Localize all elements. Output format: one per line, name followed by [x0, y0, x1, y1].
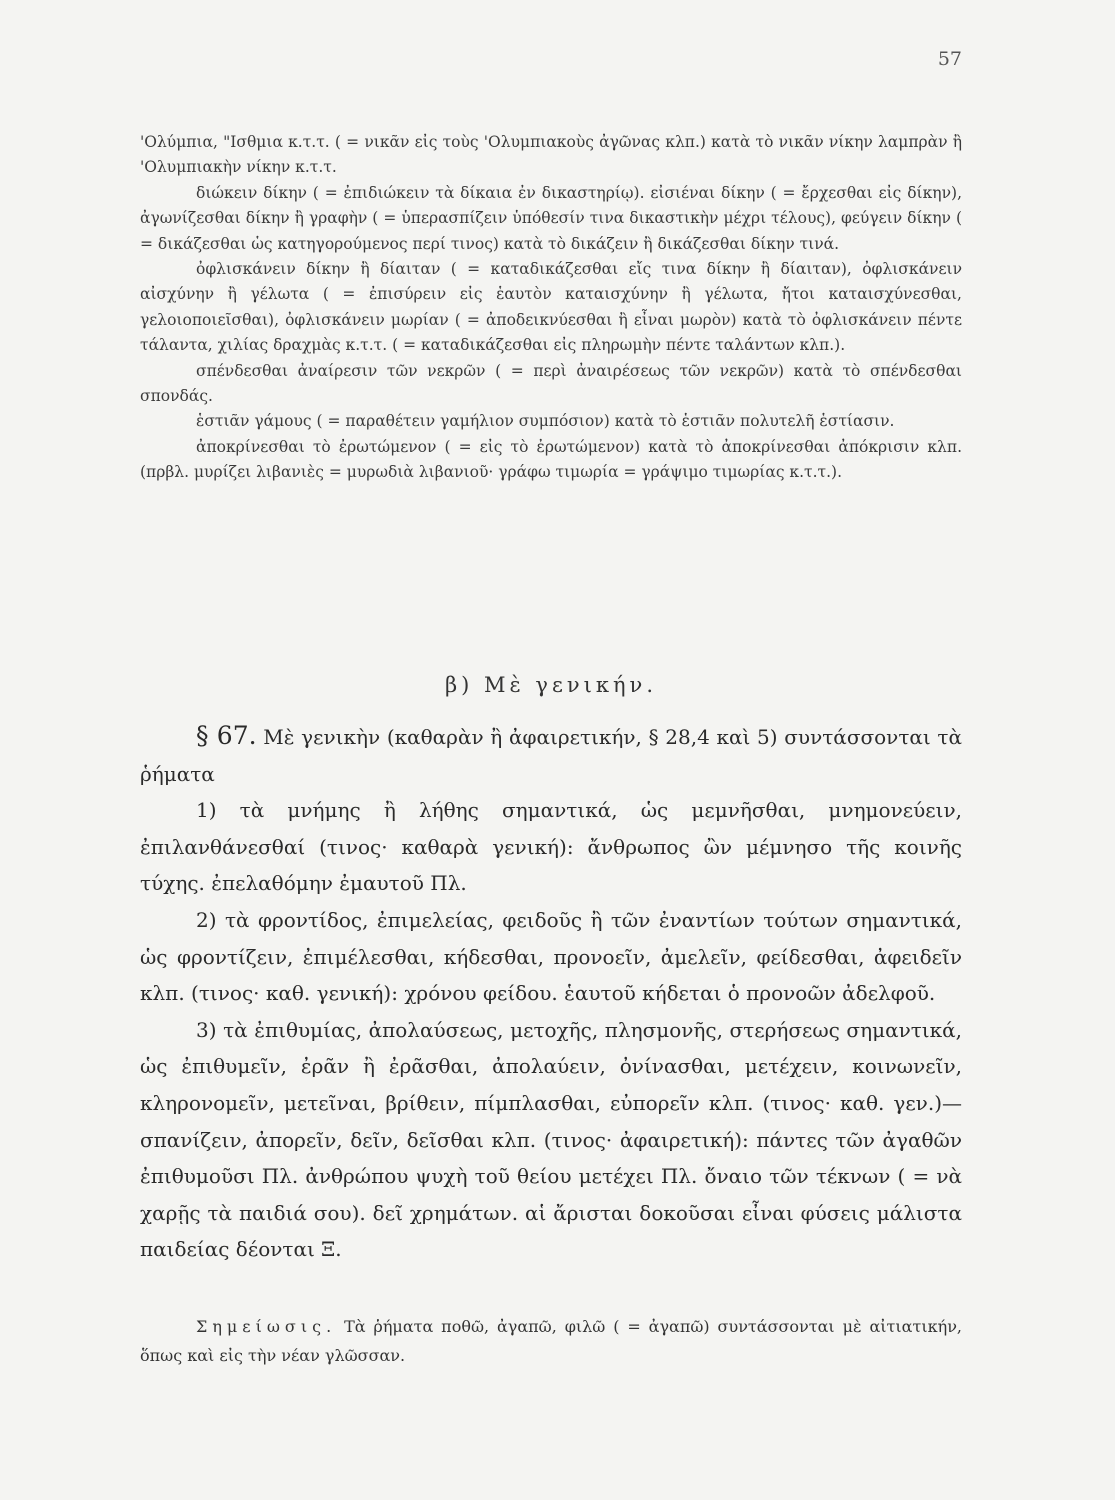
paragraph: 'Ολύμπια, "Ισθμια κ.τ.τ. ( = νικᾶν εἰς τοὺς 'Ολυμπιακοὺς ἀγῶνας κλπ.) κατὰ τὸ νικᾶν νίκην λαμπρὰν ἢ 'Ολυμπιακὴν νίκην κ.τ.τ. [140, 133, 962, 177]
paragraph: ὀφλισκάνειν δίκην ἢ δίαιταν ( = καταδικάζεσθαι εἴς τινα δίκην ἢ δίαιταν), ὀφλισκάνειν αἰσχύνην ἢ γέλωτα ( = ἐπισύρειν εἰς ἑαυτὸν καταισχύνην ἢ γέλωτα, ἤτοι καταισχύνεσθαι, γελοιοποιεῖσθαι), ὀφλισκάνειν μωρίαν ( = ἀποδεικνύεσθαι ἢ εἶναι μωρὸν) κατὰ τὸ ὀφλισκάνειν πέντε τάλαντα, χιλίας δραχμὰς κ.τ.τ. ( = καταδικάζεσθαι εἰς πληρωμὴν πέντε ταλάντων κλπ.). [140, 260, 962, 355]
page-number: 57 [937, 48, 962, 70]
paragraph: 1) τὰ μνήμης ἢ λήθης σημαντικά, ὡς μεμνῆσθαι, μνημονεύειν, ἐπιλανθάνεσθαί (τινος· καθαρὰ γενική): ἄνθρωπος ὢν μέμνησο τῆς κοινῆς τύχης. ἐπελαθόμην ἐμαυτοῦ Πλ. [140, 798, 962, 896]
note-text: Τὰ ῥήματα ποθῶ, ἀγαπῶ, φιλῶ ( = ἀγαπῶ) συντάσσονται μὲ αἰτιατικήν, ὅπως καὶ εἰς τὴν νέαν γλῶσσαν. [140, 1317, 963, 1365]
note-paragraph [140, 1312, 962, 1370]
paragraph: 3) τὰ ἐπιθυμίας, ἀπολαύσεως, μετοχῆς, πλησμονῆς, στερήσεως σημαντικά, ὡς ἐπιθυμεῖν, ἐρᾶν ἢ ἐρᾶσθαι, ἀπολαύειν, ὀνίνασθαι, μετέχειν, κοινωνεῖν, κληρονομεῖν, μετεῖναι, βρίθειν, πίμπλασθαι, εὐπορεῖν κλπ. (τινος· καθ. γεν.)—σπανίζειν, ἀπορεῖν, δεῖν, δεῖσθαι κλπ. (τινος· ἀφαιρετική): πάντες τῶν ἀγαθῶν ἐπιθυμοῦσι Πλ. ἀνθρώπου ψυχὴ τοῦ θείου μετέχει Πλ. ὄναιο τῶν τέκνων ( = νὰ χαρῇς τὰ παιδιά σου). δεῖ χρημάτων. αἱ ἄρισται δοκοῦσαι εἶναι φύσεις μάλιστα παιδείας δέονται Ξ. [140, 1017, 962, 1262]
paragraph: 2) τὰ φροντίδος, ἐπιμελείας, φειδοῦς ἢ τῶν ἐναντίων τούτων σημαντικά, ὡς φροντίζειν, ἐπιμέλεσθαι, κήδεσθαι, προνοεῖν, ἀμελεῖν, φείδεσθαι, ἀφειδεῖν κλπ. (τινος· καθ. γενική): χρόνου φείδου. ἑαυτοῦ κήδεται ὁ προνοῶν ἀδελφοῦ. [140, 907, 962, 1006]
paragraph: Μὲ γενικὴν (καθαρὰν ἢ ἀφαιρετικήν, § 28,4 καὶ 5) συντάσσονται τὰ ῥήματα [140, 725, 963, 786]
main-text-block [140, 718, 962, 1268]
paragraph: διώκειν δίκην ( = ἐπιδιώκειν τὰ δίκαια ἐν δικαστηρίῳ). εἰσιέναι δίκην ( = ἔρχεσθαι εἰς δίκην), ἀγωνίζεσθαι δίκην ἢ γραφὴν ( = ὑπερασπίζειν ὑπόθεσίν τινα δικαστικὴν μέχρι τέλους), φεύγειν δίκην ( = δικάζεσθαι ὡς κατηγορούμενος περί τινος) κατὰ τὸ δικάζειν ἢ δικάζεσθαι δίκην τινά. [140, 183, 962, 253]
section-heading: β) Μὲ γενικήν. [444, 673, 658, 697]
section-paragraph [140, 718, 962, 792]
note-label: Σημείωσις. [196, 1317, 337, 1336]
paragraph: σπένδεσθαι ἀναίρεσιν τῶν νεκρῶν ( = περὶ ἀναιρέσεως τῶν νεκρῶν) κατὰ τὸ σπένδεσθαι σπονδάς. [140, 361, 962, 406]
small-print-block [140, 130, 962, 486]
note-block [140, 1312, 962, 1370]
paragraph: ἑστιᾶν γάμους ( = παραθέτειν γαμήλιον συμπόσιον) κατὰ τὸ ἑστιᾶν πολυτελῆ ἑστίασιν. [196, 412, 895, 431]
section-mark: § 67. [196, 721, 257, 750]
paragraph: ἀποκρίνεσθαι τὸ ἐρωτώμενον ( = εἰς τὸ ἐρωτώμενον) κατὰ τὸ ἀποκρίνεσθαι ἀπόκρισιν κλπ. (πρβλ. μυρίζει λιβανιὲς = μυρωδιὰ λιβανιοῦ· γράφω τιμωρία = γράψιμο τιμωρίας κ.τ.τ.). [140, 437, 962, 482]
